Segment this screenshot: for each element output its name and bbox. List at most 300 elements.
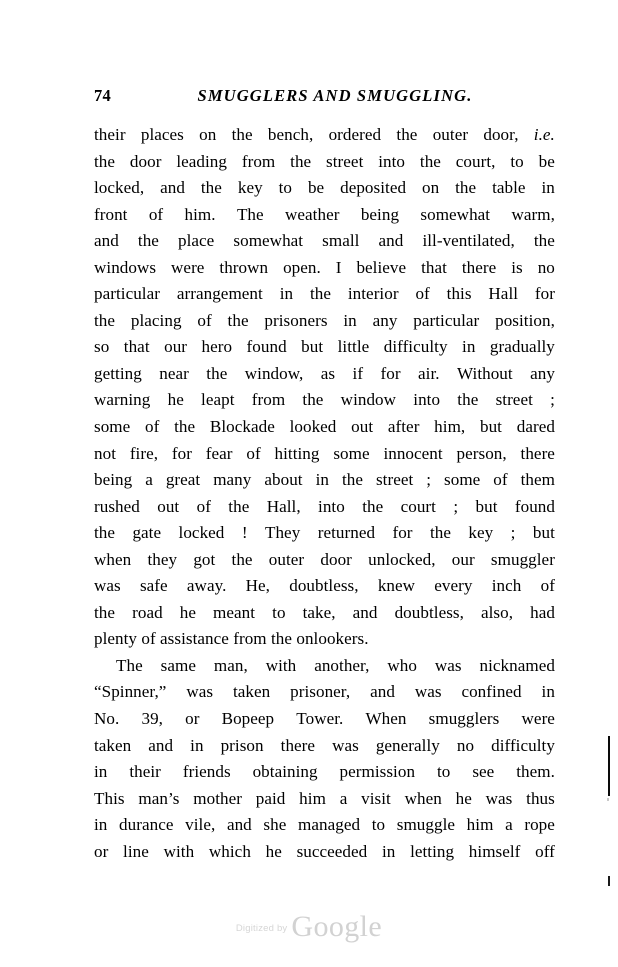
word: the <box>94 151 116 171</box>
word: innocent <box>383 443 443 463</box>
text-line <box>94 281 555 308</box>
word: the <box>174 417 196 437</box>
word: leapt <box>201 390 235 410</box>
word: key <box>237 178 263 198</box>
word: prisoners <box>264 310 328 330</box>
word: them. <box>516 762 555 782</box>
word: and <box>370 682 395 702</box>
word: of <box>246 443 261 463</box>
text-line <box>94 149 555 176</box>
word: outer <box>268 549 305 569</box>
word: the <box>231 125 253 144</box>
text-line <box>94 573 555 600</box>
word: be <box>307 178 325 198</box>
word: Hall <box>488 284 519 304</box>
word: man’s <box>138 788 180 808</box>
word: The <box>236 204 264 224</box>
word: he <box>455 788 472 808</box>
text-line <box>94 626 555 653</box>
word: of <box>415 284 430 304</box>
word: another, <box>314 655 370 675</box>
text-line <box>94 494 555 521</box>
word: the <box>137 231 159 251</box>
word: smuggle <box>396 815 456 835</box>
word: ; <box>550 390 555 410</box>
word: No. <box>94 709 120 729</box>
word: in <box>94 815 108 835</box>
word: This <box>94 788 125 808</box>
text-line <box>94 786 555 813</box>
word: street <box>326 151 364 171</box>
word: ; <box>426 470 432 490</box>
word: a <box>339 788 348 808</box>
word: the <box>94 523 116 543</box>
text-line <box>94 679 555 706</box>
word: permission <box>339 762 416 782</box>
word: being <box>94 470 133 490</box>
text-line <box>94 414 555 441</box>
word: the <box>533 231 555 251</box>
word: our <box>451 549 475 569</box>
word: many <box>213 470 252 490</box>
word: succeeded <box>296 841 368 861</box>
word: but <box>301 337 324 357</box>
word: be <box>538 151 555 171</box>
word: in <box>315 470 329 490</box>
word: this <box>446 284 472 304</box>
word: of <box>197 310 212 330</box>
word: same <box>160 655 196 675</box>
word: person, <box>456 443 507 463</box>
word: in <box>381 841 396 861</box>
scan-artifact-tick <box>608 876 610 886</box>
word: dared <box>516 417 555 437</box>
word: the <box>396 125 418 144</box>
word: out <box>157 496 180 516</box>
word: him <box>466 815 494 835</box>
text-line <box>94 839 555 866</box>
word: to <box>272 602 286 622</box>
word: off <box>535 841 555 861</box>
word: a <box>145 470 153 490</box>
word: that <box>421 257 447 277</box>
word: Hall, <box>266 496 301 516</box>
word: the <box>206 363 228 383</box>
word: was <box>94 576 121 596</box>
word: a <box>505 815 513 835</box>
word: from <box>233 629 267 649</box>
word: The <box>116 655 143 675</box>
word: our <box>164 337 188 357</box>
word: every <box>434 576 473 596</box>
word: of <box>540 576 555 596</box>
word: after <box>387 417 420 437</box>
word: fire, <box>129 443 159 463</box>
word: in <box>541 178 555 198</box>
word: outer <box>432 125 469 144</box>
word: believe <box>356 257 407 277</box>
word: him, <box>434 417 466 437</box>
word: on <box>199 125 217 144</box>
word: away. <box>186 576 227 596</box>
word: front <box>94 204 128 224</box>
word: and <box>378 231 404 251</box>
word: when <box>404 788 442 808</box>
word: had <box>530 602 555 622</box>
word: not <box>94 443 116 463</box>
word: no <box>537 257 555 277</box>
text-line <box>94 175 555 202</box>
word: if <box>352 363 364 383</box>
word: about <box>264 470 303 490</box>
word: into <box>318 496 345 516</box>
word: position, <box>495 310 555 330</box>
text-line <box>94 547 555 574</box>
word: was <box>332 735 359 755</box>
word: to <box>510 151 524 171</box>
word: the <box>290 151 312 171</box>
word: but <box>475 496 498 516</box>
word: ; <box>510 523 516 543</box>
word: and <box>148 735 174 755</box>
word: or <box>185 709 200 729</box>
word: i.e. <box>533 125 555 144</box>
page-number: 74 <box>94 86 112 105</box>
word: of <box>493 470 508 490</box>
word: him. <box>184 204 216 224</box>
word: bench, <box>267 125 314 144</box>
word: of <box>145 417 160 437</box>
word: he <box>265 841 282 861</box>
word: great <box>165 470 201 490</box>
word: or <box>94 841 109 861</box>
word: nicknamed <box>479 655 555 675</box>
word: locked, <box>94 178 145 198</box>
word: rope <box>524 815 555 835</box>
word: was <box>414 682 442 702</box>
word: obtaining <box>252 762 318 782</box>
word: for <box>380 363 401 383</box>
word: got <box>193 549 216 569</box>
word: were <box>521 709 555 729</box>
word: smuggler <box>490 549 555 569</box>
word: Bopeep <box>221 709 275 729</box>
word: in <box>279 284 294 304</box>
word: their <box>94 125 126 144</box>
word: Tower. <box>296 709 344 729</box>
word: their <box>129 762 161 782</box>
word: found <box>514 496 555 516</box>
word: as <box>320 363 336 383</box>
word: air. <box>418 363 440 383</box>
word: small <box>322 231 360 251</box>
word: of <box>148 204 164 224</box>
word: He, <box>245 576 270 596</box>
word: letting <box>410 841 455 861</box>
text-line <box>94 334 555 361</box>
word: see <box>472 762 495 782</box>
word: to <box>278 178 293 198</box>
word: were <box>171 257 205 277</box>
word: plenty <box>94 629 138 649</box>
word: the <box>231 549 253 569</box>
word: for <box>392 523 413 543</box>
word: doubtless, <box>394 602 464 622</box>
word: the <box>227 310 249 330</box>
word: near <box>159 363 189 383</box>
word: man, <box>213 655 248 675</box>
word: he <box>179 602 196 622</box>
text-line <box>94 308 555 335</box>
word: door <box>129 151 162 171</box>
text-line <box>94 759 555 786</box>
word: onlookers. <box>296 629 369 649</box>
word: into <box>378 151 406 171</box>
word: open. <box>283 257 321 277</box>
word: the <box>302 390 324 410</box>
word: from <box>251 390 286 410</box>
word: “Spinner,” <box>94 682 167 702</box>
word: in <box>462 337 476 357</box>
word: was <box>434 655 462 675</box>
word: was <box>186 682 214 702</box>
word: he <box>167 390 184 410</box>
word: thrown <box>219 257 269 277</box>
watermark-prefix: Digitized by <box>235 923 288 934</box>
word: of <box>141 629 156 649</box>
word: in <box>94 762 108 782</box>
word: any <box>530 363 555 383</box>
word: prison <box>220 735 264 755</box>
word: there <box>280 735 316 755</box>
text-line <box>94 387 555 414</box>
text-line <box>94 441 555 468</box>
word: safe <box>139 576 168 596</box>
word: they <box>147 549 178 569</box>
word: hero <box>201 337 233 357</box>
word: court, <box>455 151 496 171</box>
word: in <box>190 735 204 755</box>
word: and <box>352 602 378 622</box>
word: was <box>485 788 513 808</box>
word: but <box>532 523 555 543</box>
word: placing <box>130 310 182 330</box>
word: out <box>351 417 374 437</box>
word: ordered <box>328 125 382 144</box>
word: in <box>541 682 555 702</box>
word: in <box>343 310 357 330</box>
word: mother <box>193 788 242 808</box>
word: to <box>371 815 386 835</box>
text-line <box>94 255 555 282</box>
text-line <box>94 600 555 627</box>
word: hitting <box>274 443 320 463</box>
word: managed <box>298 815 361 835</box>
word: rushed <box>94 496 140 516</box>
word: door <box>320 549 352 569</box>
word: ill-ventilated, <box>422 231 515 251</box>
word: who <box>387 655 417 675</box>
word: smugglers <box>428 709 500 729</box>
body-text-block <box>94 122 555 865</box>
word: and <box>94 231 119 251</box>
word: from <box>241 151 276 171</box>
word: somewhat <box>233 231 304 251</box>
scan-artifact-speck <box>607 798 609 801</box>
watermark-brand: Google <box>291 910 383 943</box>
word: so <box>94 337 110 357</box>
text-line <box>94 122 555 149</box>
word: some <box>94 417 131 437</box>
word: for <box>171 443 192 463</box>
word: is <box>511 257 523 277</box>
word: and <box>226 815 252 835</box>
word: gate <box>132 523 162 543</box>
word: some <box>444 470 481 490</box>
word: friends <box>182 762 231 782</box>
word: place <box>178 231 215 251</box>
word: Blockade <box>209 417 275 437</box>
word: assistance <box>160 629 229 649</box>
word: to <box>436 762 451 782</box>
word: court <box>400 496 436 516</box>
word: the <box>362 496 384 516</box>
word: visit <box>361 788 391 808</box>
word: difficulty <box>383 337 448 357</box>
text-line <box>94 361 555 388</box>
google-watermark <box>0 912 618 942</box>
word: window, <box>244 363 304 383</box>
word: doubtless, <box>289 576 359 596</box>
text-line <box>94 467 555 494</box>
word: road <box>132 602 163 622</box>
word: getting <box>94 363 142 383</box>
text-line <box>94 202 555 229</box>
word: and <box>160 178 185 198</box>
word: taken <box>232 682 271 702</box>
word: ; <box>453 496 459 516</box>
word: warm, <box>511 204 555 224</box>
text-line <box>94 733 555 760</box>
word: street <box>495 390 533 410</box>
word: vile, <box>185 815 216 835</box>
text-line <box>94 653 555 680</box>
word: line <box>123 841 149 861</box>
scan-artifact-bar <box>608 736 610 796</box>
word: taken <box>94 735 132 755</box>
word: there <box>520 443 555 463</box>
word: difficulty <box>491 735 555 755</box>
word: the <box>94 602 116 622</box>
running-head-title: SMUGGLERS AND SMUGGLING. <box>197 86 473 105</box>
text-line <box>94 706 555 733</box>
word: locked <box>178 523 225 543</box>
word: take, <box>302 602 336 622</box>
word: thus <box>526 788 555 808</box>
word: arrangement <box>176 284 263 304</box>
text-line <box>94 520 555 547</box>
word: unlocked, <box>368 549 436 569</box>
word: there <box>461 257 497 277</box>
word: the <box>270 629 293 649</box>
running-head <box>94 84 554 108</box>
word: particular <box>413 310 480 330</box>
word: the <box>419 151 441 171</box>
word: looked <box>289 417 337 437</box>
word: some <box>333 443 370 463</box>
word: somewhat <box>420 204 491 224</box>
word: When <box>365 709 407 729</box>
word: meant <box>213 602 256 622</box>
word: on <box>421 178 440 198</box>
word: also, <box>481 602 514 622</box>
word: window <box>340 390 397 410</box>
word: she <box>263 815 287 835</box>
word: confined <box>461 682 522 702</box>
word: with <box>163 841 195 861</box>
word: when <box>94 549 132 569</box>
word: any <box>372 310 398 330</box>
word: gradually <box>489 337 555 357</box>
word: the <box>429 523 452 543</box>
word: key <box>468 523 494 543</box>
word: fear <box>205 443 233 463</box>
word: but <box>479 417 502 437</box>
word: leading <box>176 151 227 171</box>
word: knew <box>377 576 416 596</box>
word: which <box>208 841 251 861</box>
word: into <box>413 390 441 410</box>
word: the <box>457 390 479 410</box>
word: interior <box>347 284 399 304</box>
word: places <box>140 125 184 144</box>
word: Without <box>457 363 513 383</box>
word: I <box>335 257 342 277</box>
word: little <box>337 337 370 357</box>
word: of <box>196 496 211 516</box>
word: being <box>360 204 400 224</box>
word: inch <box>491 576 522 596</box>
word: the <box>228 496 250 516</box>
word: the <box>94 310 116 330</box>
word: ! <box>241 523 248 543</box>
word: weather <box>285 204 340 224</box>
word: generally <box>375 735 440 755</box>
word: returned <box>317 523 376 543</box>
word: for <box>534 284 555 304</box>
word: table <box>492 178 526 198</box>
word: the <box>309 284 331 304</box>
word: the <box>455 178 477 198</box>
word: no <box>456 735 475 755</box>
word: found <box>246 337 287 357</box>
text-line <box>94 228 555 255</box>
word: the <box>200 178 222 198</box>
word: durance <box>119 815 174 835</box>
word: him <box>299 788 326 808</box>
word: door, <box>483 125 519 144</box>
word: street <box>375 470 414 490</box>
word: with <box>265 655 297 675</box>
word: himself <box>468 841 521 861</box>
word: paid <box>255 788 286 808</box>
word: 39, <box>141 709 163 729</box>
word: deposited <box>340 178 407 198</box>
word: the <box>341 470 363 490</box>
word: that <box>123 337 150 357</box>
word: prisoner, <box>290 682 351 702</box>
word: them <box>520 470 555 490</box>
